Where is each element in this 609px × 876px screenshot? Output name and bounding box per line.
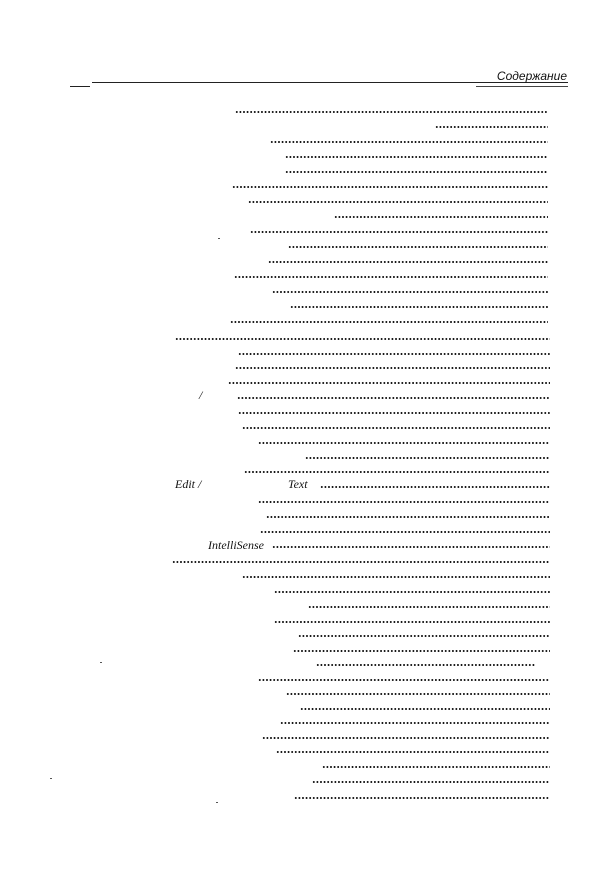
toc-leader-line — [305, 456, 550, 460]
toc-leader-line — [322, 765, 550, 769]
scan-speck — [50, 778, 52, 779]
toc-leader-line — [308, 605, 550, 609]
toc-leader-line — [244, 470, 550, 474]
toc-leader-line — [235, 366, 550, 370]
header-mark — [70, 86, 90, 87]
toc-fragment-text: Text — [288, 477, 308, 491]
toc-fragment-slash: / — [199, 388, 203, 402]
toc-leader-line — [288, 245, 548, 249]
toc-leader-line — [250, 230, 548, 234]
toc-leader-line — [262, 736, 550, 740]
toc-leader-line — [234, 275, 548, 279]
toc-leader-line — [258, 500, 550, 504]
toc-leader-line — [274, 590, 550, 594]
scan-speck — [216, 802, 218, 803]
toc-leader-line — [248, 200, 548, 204]
toc-leader-line — [312, 780, 550, 784]
toc-leader-line — [235, 110, 548, 114]
toc-leader-line — [266, 515, 550, 519]
toc-leader-line — [237, 396, 550, 400]
toc-leader-line — [272, 545, 550, 549]
toc-leader-line — [285, 155, 548, 159]
toc-leader-line — [290, 305, 548, 309]
toc-leader-line — [232, 185, 548, 189]
header-title: Содержание — [496, 69, 567, 83]
toc-leader-line — [316, 663, 536, 667]
toc-leader-line — [280, 721, 550, 725]
toc-leader-line — [294, 796, 550, 800]
toc-leader-line — [276, 750, 550, 754]
toc-leader-line — [298, 634, 550, 638]
toc-leader-line — [172, 560, 550, 564]
toc-leader-line — [260, 530, 550, 534]
toc-leader-line — [230, 320, 548, 324]
toc-leader-line — [175, 337, 550, 341]
toc-leader-line — [238, 411, 550, 415]
toc-leader-line — [270, 140, 548, 144]
toc-leader-line — [334, 215, 548, 219]
scan-speck — [100, 662, 102, 663]
toc-leader-line — [242, 426, 550, 430]
toc-leader-line — [285, 170, 548, 174]
toc-fragment-edit: Edit / — [175, 477, 202, 491]
toc-leader-line — [258, 678, 550, 682]
toc-leader-line — [238, 352, 550, 356]
toc-leader-line — [435, 125, 548, 129]
toc-leader-line — [320, 485, 550, 489]
toc-leader-line — [300, 707, 550, 711]
toc-leader-line — [272, 290, 548, 294]
toc-leader-line — [228, 381, 550, 385]
toc-leader-line — [274, 620, 550, 624]
toc-leader-line — [242, 575, 550, 579]
toc-leader-line — [293, 649, 550, 653]
toc-fragment-intellisense: IntelliSense — [208, 538, 264, 552]
toc-leader-line — [258, 441, 550, 445]
toc-leader-line — [286, 692, 550, 696]
toc-leader-line — [268, 260, 548, 264]
scan-speck — [218, 238, 220, 239]
header-underline — [476, 86, 568, 87]
